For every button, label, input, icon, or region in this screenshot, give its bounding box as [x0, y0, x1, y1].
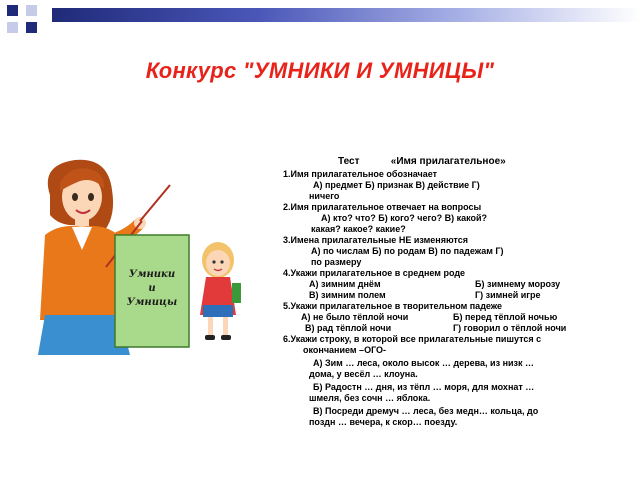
question-6-option-c-cont: поздн … вечера, к скор… поезду. [309, 417, 458, 427]
question-6-option-b: Б) Радостн … дня, из тёпл … моря, для мохнат … [313, 382, 535, 392]
question-3-options: А) по числам Б) по родам В) по падежам Г) [311, 246, 504, 256]
question-4: 4.Укажи прилагательное в среднем роде [283, 268, 466, 278]
question-6-option-b-cont: шмеля, без сочн … яблока. [309, 393, 431, 403]
test-heading-label: Тест [338, 156, 360, 167]
question-4-option-d: Г) зимней игре [475, 290, 541, 300]
question-5-option-c: В) рад тёплой ночи [305, 323, 392, 333]
question-6-option-a-cont: дома, у весёл … клоуна. [309, 369, 418, 379]
header-gradient-bar [52, 8, 640, 22]
question-4-options [283, 279, 623, 301]
question-5-options [283, 312, 623, 334]
corner-square-1 [7, 5, 18, 16]
slide-title: Конкурс "УМНИКИ И УМНИЦЫ" [145, 58, 495, 83]
question-4-option-b: Б) зимнему морозу [475, 279, 561, 289]
question-3-options-cont: по размеру [311, 257, 362, 267]
corner-square-4 [26, 22, 37, 33]
question-5-option-a: А) не было тёплой ночи [301, 312, 409, 322]
question-5-option-b: Б) перед тёплой ночью [453, 312, 558, 322]
question-4-option-c: В) зимним полем [309, 290, 386, 300]
question-1-options: А) предмет Б) признак В) действие Г) [313, 180, 480, 190]
question-4-option-a: А) зимним днём [309, 279, 381, 289]
test-heading-topic: «Имя прилагательное» [390, 156, 506, 167]
teacher-illustration [20, 155, 260, 365]
test-heading [338, 156, 623, 167]
test-block [283, 156, 623, 428]
corner-square-3 [7, 22, 18, 33]
question-6-option-c: В) Посреди дремуч … леса, без медн… кольца, до [313, 406, 539, 416]
question-3: 3.Имена прилагательные НЕ изменяются [283, 235, 468, 245]
question-5-option-d: Г) говорил о тёплой ночи [453, 323, 567, 333]
question-6-cont: окончанием –ОГО- [303, 345, 387, 355]
question-6-option-a: А) Зим … леса, около высок … дерева, из низк … [313, 358, 535, 368]
question-1-options-cont: ничего [309, 191, 340, 201]
board-text-line1: Умники [128, 269, 176, 280]
question-2: 2.Имя прилагательное отвечает на вопросы [283, 202, 482, 212]
corner-squares-decoration [0, 0, 52, 40]
question-2-options: А) кто? что? Б) кого? чего? В) какой? [321, 213, 488, 223]
corner-square-2 [26, 5, 37, 16]
question-6: 6.Укажи строку, в которой все прилагательные пишутся с [283, 334, 542, 344]
question-2-options-cont: какая? какое? какие? [311, 224, 406, 234]
question-5: 5.Укажи прилагательное в творительном падеже [283, 301, 503, 311]
question-1: 1.Имя прилагательное обозначает [283, 169, 438, 179]
board-text-line3: Умницы [126, 297, 178, 308]
board-text-line2: и [148, 283, 156, 294]
